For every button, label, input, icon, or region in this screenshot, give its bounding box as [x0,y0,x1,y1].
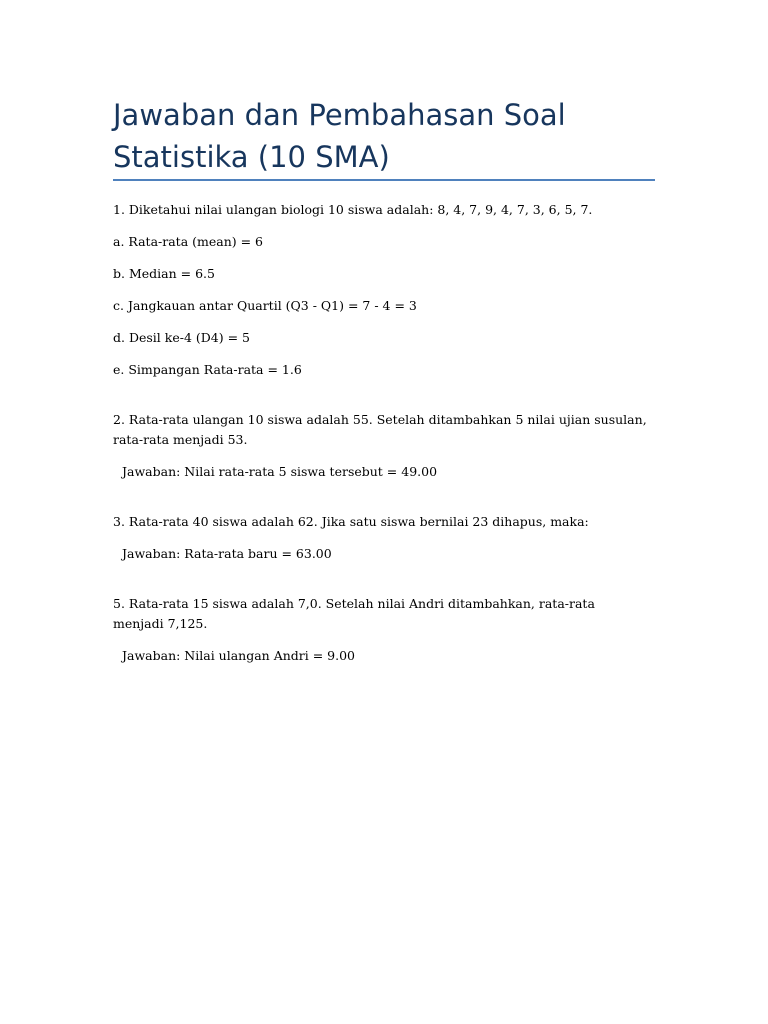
question-5: 5. Rata-rata 15 siswa adalah 7,0. Setelah nilai Andri ditambahkan, rata-rata menjadi 7,125. [113,596,595,631]
document-body [113,200,648,696]
answer-1d: d. Desil ke-4 (D4) = 5 [113,330,250,345]
question-2: 2. Rata-rata ulangan 10 siswa adalah 55. Setelah ditambahkan 5 nilai ujian susulan, rata-rata menjadi 53. [113,412,647,447]
question-1: 1. Diketahui nilai ulangan biologi 10 siswa adalah: 8, 4, 7, 9, 4, 7, 3, 6, 5, 7. [113,202,593,217]
answer-5: Jawaban: Nilai ulangan Andri = 9.00 [122,648,355,663]
answer-2: Jawaban: Nilai rata-rata 5 siswa tersebut = 49.00 [122,464,438,479]
document-title: Jawaban dan Pembahasan Soal Statistika (10 SMA) [113,98,566,174]
answer-1a: a. Rata-rata (mean) = 6 [113,234,264,249]
answer-1c: c. Jangkauan antar Quartil (Q3 - Q1) = 7 - 4 = 3 [113,298,417,313]
answer-3: Jawaban: Rata-rata baru = 63.00 [122,546,332,561]
answer-1b: b. Median = 6.5 [113,266,215,281]
title-underline [113,179,655,181]
question-3: 3. Rata-rata 40 siswa adalah 62. Jika satu siswa bernilai 23 dihapus, maka: [113,514,589,529]
answer-1e: e. Simpangan Rata-rata = 1.6 [113,362,302,377]
